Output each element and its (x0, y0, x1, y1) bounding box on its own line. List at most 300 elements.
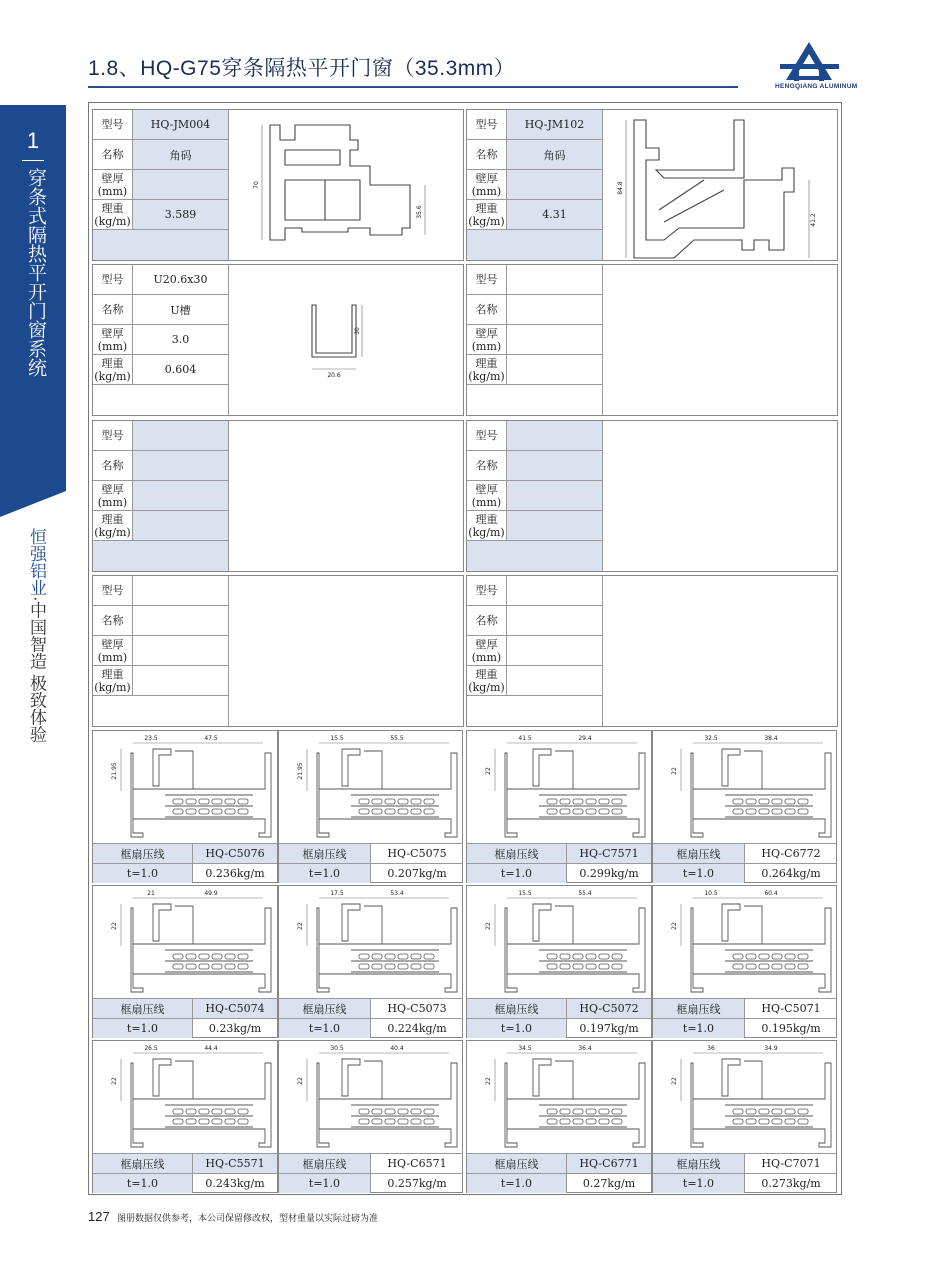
profile-drawing (279, 731, 465, 843)
thermal-strip (612, 809, 622, 814)
corner-key-cavities (285, 150, 360, 220)
dim-width-b: 34.9 (764, 1045, 778, 1052)
profile-name: 框扇压线 (93, 998, 193, 1018)
footer-note: 图册数据仅供参考，本公司保留修改权，型材重量以实际过磅为准 (117, 1213, 379, 1223)
profile-drawing (93, 731, 279, 843)
slogan (20, 528, 46, 742)
profile-weight: 0.299kg/m (567, 863, 651, 883)
profile-code: HQ-C7071 (745, 1153, 837, 1173)
spec-label-model: 型号 (93, 421, 133, 451)
spec-label-model: 型号 (93, 576, 133, 606)
glazing-bead-outline (342, 1059, 382, 1099)
spec-blank-cell (467, 230, 603, 260)
thermal-strip (359, 799, 369, 804)
thermal-strip (798, 964, 808, 969)
corner-key-outline (634, 120, 794, 258)
spec-label-thickness: 壁厚 (mm) (467, 636, 507, 666)
profile-code: HQ-C5073 (371, 998, 463, 1018)
thermal-strip (560, 954, 570, 959)
spec-value-name: 角码 (133, 140, 229, 170)
thermal-strip (424, 799, 434, 804)
spec-value-thickness (133, 481, 229, 511)
thermal-strip (385, 954, 395, 959)
profile-drawing (653, 731, 839, 843)
thermal-strip (359, 1109, 369, 1114)
thermal-strip (772, 1119, 782, 1124)
thermal-strip (798, 799, 808, 804)
glazing-bead-outline (722, 749, 762, 789)
dim-width-a: 21 (147, 890, 155, 897)
spec-value-weight: 4.31 (507, 200, 603, 230)
spec-card (466, 109, 838, 261)
thermal-strip (225, 1109, 235, 1114)
thermal-strip (785, 964, 795, 969)
thermal-strip (798, 1109, 808, 1114)
thermal-strip (173, 1119, 183, 1124)
thermal-strip (411, 809, 421, 814)
dim-label: 20.6 (327, 372, 341, 379)
thermal-strip (586, 799, 596, 804)
profile-tile (652, 730, 837, 883)
dim-height: 22 (297, 1077, 304, 1085)
thermal-strip (238, 964, 248, 969)
thermal-strip (759, 1119, 769, 1124)
profile-drawing (604, 576, 837, 726)
thermal-strip (612, 954, 622, 959)
thermal-strip (411, 1109, 421, 1114)
thermal-strip (385, 1119, 395, 1124)
spec-value-model: HQ-JM004 (133, 110, 229, 140)
glazing-bead-outline (342, 749, 382, 789)
thermal-strip (398, 1109, 408, 1114)
dim-label: 84.8 (617, 181, 624, 195)
thermal-strip (385, 964, 395, 969)
thermal-strip (746, 964, 756, 969)
thermal-strip (398, 809, 408, 814)
spec-label-name: 名称 (93, 140, 133, 170)
profile-tile (92, 885, 278, 1038)
thermal-strip (238, 1109, 248, 1114)
thermal-strip (733, 1119, 743, 1124)
spec-value-weight: 3.589 (133, 200, 229, 230)
thermal-strip (212, 1109, 222, 1114)
dim-label: 70 (253, 181, 260, 189)
thermal-strip (560, 809, 570, 814)
spec-label-model: 型号 (93, 110, 133, 140)
thermal-strip (612, 964, 622, 969)
thermal-strip (573, 1109, 583, 1114)
spec-card (92, 264, 464, 416)
thermal-strip (398, 964, 408, 969)
thermal-strip (785, 1109, 795, 1114)
profile-code: HQ-C5571 (193, 1153, 277, 1173)
profile-code: HQ-C5071 (745, 998, 837, 1018)
thermal-strip (199, 954, 209, 959)
dim-height: 22 (485, 1077, 492, 1085)
spec-value-name (133, 606, 229, 636)
thermal-strip (785, 809, 795, 814)
thermal-strip (173, 1109, 183, 1114)
thermal-strip (599, 809, 609, 814)
spec-label-name: 名称 (467, 140, 507, 170)
thermal-strip (586, 964, 596, 969)
spec-value-weight (133, 511, 229, 541)
spec-label-thickness: 壁厚 (mm) (93, 170, 133, 200)
profile-tile (466, 1040, 652, 1193)
thermal-strip (785, 1119, 795, 1124)
spec-value-weight (507, 511, 603, 541)
spec-label-thickness: 壁厚 (mm) (467, 170, 507, 200)
dim-width-a: 41.5 (518, 735, 532, 742)
spec-blank-cell (93, 385, 229, 415)
thermal-strip (411, 1119, 421, 1124)
thermal-strip (238, 1119, 248, 1124)
dim-width-b: 47.5 (204, 735, 218, 742)
thermal-strip (612, 799, 622, 804)
spec-label-name: 名称 (93, 295, 133, 325)
thermal-strip (547, 1119, 557, 1124)
thermal-strip (225, 809, 235, 814)
thermal-strip (372, 1119, 382, 1124)
thermal-strip (199, 1119, 209, 1124)
thermal-strip (772, 964, 782, 969)
profile-thickness: t=1.0 (279, 1173, 371, 1193)
spec-label-thickness: 壁厚 (mm) (93, 481, 133, 511)
thermal-strip (186, 809, 196, 814)
spec-label-weight: 理重 (kg/m) (93, 200, 133, 230)
profile-code: HQ-C5072 (567, 998, 651, 1018)
spec-value-model (133, 421, 229, 451)
thermal-strip (199, 809, 209, 814)
profile-code: HQ-C6771 (567, 1153, 651, 1173)
thermal-strip (212, 954, 222, 959)
spec-label-name: 名称 (467, 451, 507, 481)
profile-tile (278, 730, 463, 883)
corner-key-outline (270, 125, 410, 240)
spec-value-name (133, 451, 229, 481)
spec-label-weight: 理重 (kg/m) (467, 511, 507, 541)
spec-value-name: U槽 (133, 295, 229, 325)
thermal-strip (560, 1109, 570, 1114)
dim-width-a: 15.5 (518, 890, 532, 897)
spec-blank-cell (93, 230, 229, 260)
profile-weight: 0.23kg/m (193, 1018, 277, 1038)
spec-value-model (133, 576, 229, 606)
thermal-strip (398, 799, 408, 804)
profile-tile (278, 1040, 463, 1193)
thermal-strip (199, 799, 209, 804)
glazing-bead-outline (342, 904, 382, 944)
spec-value-model: U20.6x30 (133, 265, 229, 295)
thermal-strip (238, 954, 248, 959)
thermal-strip (599, 954, 609, 959)
spec-value-weight (133, 666, 229, 696)
thermal-strip (359, 1119, 369, 1124)
thermal-strip (173, 964, 183, 969)
profile-drawing (230, 265, 463, 415)
thermal-strip (586, 1119, 596, 1124)
thermal-strip (186, 1109, 196, 1114)
title-rule (88, 86, 738, 88)
profile-drawing (230, 110, 463, 260)
thermal-strip (599, 1109, 609, 1114)
spec-label-weight: 理重 (kg/m) (467, 355, 507, 385)
spec-blank-cell (467, 696, 603, 726)
glazing-bead-outline (153, 904, 193, 944)
profile-code: HQ-C6772 (745, 843, 837, 863)
dim-height: 22 (111, 1077, 118, 1085)
thermal-strip (359, 954, 369, 959)
spec-value-thickness: 3.0 (133, 325, 229, 355)
spec-value-model (507, 265, 603, 295)
dim-width-b: 36.4 (578, 1045, 592, 1052)
spec-label-name: 名称 (467, 606, 507, 636)
dim-width-b: 55.5 (390, 735, 404, 742)
thermal-strip (759, 954, 769, 959)
spec-value-name (507, 295, 603, 325)
thermal-strip (359, 964, 369, 969)
thermal-strip (424, 1119, 434, 1124)
thermal-strip (424, 964, 434, 969)
dim-height: 22 (671, 1077, 678, 1085)
thermal-strip (772, 1109, 782, 1114)
spec-value-model: HQ-JM102 (507, 110, 603, 140)
profile-thickness: t=1.0 (279, 863, 371, 883)
thermal-strip (186, 799, 196, 804)
spec-blank-cell (467, 541, 603, 571)
thermal-strip (573, 954, 583, 959)
profile-drawing (467, 731, 653, 843)
profile-drawing (604, 265, 837, 415)
profile-drawing (279, 1041, 465, 1153)
chapter-title: 穿条式隔热平开门窗系统 (25, 168, 46, 377)
dim-width-b: 44.4 (204, 1045, 218, 1052)
profile-name: 框扇压线 (653, 998, 745, 1018)
thermal-strip (186, 964, 196, 969)
chapter-rule (22, 160, 44, 161)
glazing-bead-outline (533, 1059, 573, 1099)
spec-value-thickness (507, 481, 603, 511)
thermal-strip (586, 954, 596, 959)
u-channel-outline (312, 305, 356, 357)
thermal-strip (547, 1109, 557, 1114)
profile-drawing (279, 886, 465, 998)
profile-drawing (93, 1041, 279, 1153)
chapter-number: 1 (26, 128, 40, 153)
thermal-strip (612, 1109, 622, 1114)
thermal-strip (599, 964, 609, 969)
thermal-strip (560, 799, 570, 804)
spec-card (92, 109, 464, 261)
profile-name: 框扇压线 (653, 843, 745, 863)
thermal-strip (746, 809, 756, 814)
profile-name: 框扇压线 (653, 1153, 745, 1173)
profile-tile (278, 885, 463, 1038)
spec-value-name: 角码 (507, 140, 603, 170)
spec-value-name (507, 451, 603, 481)
thermal-strip (772, 809, 782, 814)
spec-value-name (507, 606, 603, 636)
thermal-strip (372, 799, 382, 804)
spec-value-weight: 0.604 (133, 355, 229, 385)
thermal-strip (199, 1109, 209, 1114)
thermal-strip (372, 1109, 382, 1114)
thermal-strip (212, 809, 222, 814)
profile-tile (466, 885, 652, 1038)
spec-value-thickness (507, 636, 603, 666)
thermal-strip (372, 964, 382, 969)
dim-label: 41.2 (810, 213, 817, 227)
thermal-strip (733, 954, 743, 959)
thermal-strip (733, 809, 743, 814)
logo-text: HENGQIANG ALUMINUM (775, 83, 858, 90)
thermal-strip (798, 809, 808, 814)
profile-drawing (653, 1041, 839, 1153)
dim-height: 22 (297, 922, 304, 930)
spec-value-model (507, 421, 603, 451)
glazing-bead-outline (153, 749, 193, 789)
profile-code: HQ-C5075 (371, 843, 463, 863)
spec-card (466, 420, 838, 572)
spec-blank-cell (93, 696, 229, 726)
dim-width-b: 38.4 (764, 735, 778, 742)
thermal-strip (772, 799, 782, 804)
spec-value-model (507, 576, 603, 606)
profile-thickness: t=1.0 (653, 1173, 745, 1193)
thermal-strip (547, 964, 557, 969)
profile-thickness: t=1.0 (93, 863, 193, 883)
spec-label-model: 型号 (93, 265, 133, 295)
profile-name: 框扇压线 (93, 843, 193, 863)
spec-value-thickness (133, 170, 229, 200)
dim-width-b: 29.4 (578, 735, 592, 742)
thermal-strip (733, 799, 743, 804)
profile-name: 框扇压线 (279, 998, 371, 1018)
page-title: 1.8、HQ-G75穿条隔热平开门窗（35.3mm） (88, 57, 516, 80)
dim-width-a: 23.5 (144, 735, 158, 742)
thermal-strip (733, 964, 743, 969)
spec-label-thickness: 壁厚 (mm) (93, 636, 133, 666)
dim-width-a: 17.5 (330, 890, 344, 897)
thermal-strip (359, 809, 369, 814)
dim-height: 22 (111, 922, 118, 930)
thermal-strip (225, 954, 235, 959)
thermal-strip (560, 1119, 570, 1124)
thermal-strip (746, 1109, 756, 1114)
profile-drawing (230, 421, 463, 571)
spec-label-weight: 理重 (kg/m) (93, 355, 133, 385)
profile-code: HQ-C5076 (193, 843, 277, 863)
slogan-motto: 中国智造 极致体验 (27, 601, 46, 743)
profile-thickness: t=1.0 (653, 1018, 745, 1038)
thermal-strip (186, 1119, 196, 1124)
thermal-strip (411, 964, 421, 969)
profile-name: 框扇压线 (467, 843, 567, 863)
thermal-strip (785, 799, 795, 804)
dim-width-a: 26.5 (144, 1045, 158, 1052)
profile-weight: 0.273kg/m (745, 1173, 837, 1193)
spec-label-name: 名称 (93, 606, 133, 636)
profile-weight: 0.195kg/m (745, 1018, 837, 1038)
glazing-bead-outline (722, 904, 762, 944)
profile-code: HQ-C7571 (567, 843, 651, 863)
dim-label: 35.6 (416, 205, 423, 219)
profile-name: 框扇压线 (93, 1153, 193, 1173)
profile-name: 框扇压线 (467, 998, 567, 1018)
thermal-strip (586, 1109, 596, 1114)
thermal-strip (238, 799, 248, 804)
spec-blank-cell (93, 541, 229, 571)
profile-weight: 0.197kg/m (567, 1018, 651, 1038)
profile-name: 框扇压线 (467, 1153, 567, 1173)
dim-width-a: 34.5 (518, 1045, 532, 1052)
profile-drawing (93, 886, 279, 998)
glazing-bead-outline (533, 904, 573, 944)
thermal-strip (173, 954, 183, 959)
spec-label-model: 型号 (467, 576, 507, 606)
thermal-strip (212, 964, 222, 969)
profile-tile (92, 730, 278, 883)
dim-width-a: 10.5 (704, 890, 718, 897)
dim-width-b: 60.4 (764, 890, 778, 897)
glazing-bead-outline (533, 749, 573, 789)
thermal-strip (411, 954, 421, 959)
spec-value-thickness (133, 636, 229, 666)
thermal-strip (547, 954, 557, 959)
spec-label-weight: 理重 (kg/m) (93, 511, 133, 541)
thermal-strip (785, 954, 795, 959)
dim-height: 22 (671, 922, 678, 930)
spec-label-thickness: 壁厚 (mm) (467, 481, 507, 511)
spec-label-model: 型号 (467, 265, 507, 295)
dim-width-a: 30.5 (330, 1045, 344, 1052)
dim-width-b: 53.4 (390, 890, 404, 897)
thermal-strip (547, 809, 557, 814)
thermal-strip (424, 954, 434, 959)
dim-height: 21.95 (111, 762, 118, 780)
thermal-strip (173, 799, 183, 804)
thermal-strip (547, 799, 557, 804)
thermal-strip (385, 1109, 395, 1114)
thermal-strip (372, 954, 382, 959)
profile-drawing (230, 576, 463, 726)
thermal-strip (746, 799, 756, 804)
thermal-strip (212, 799, 222, 804)
thermal-strip (573, 1119, 583, 1124)
thermal-strip (798, 954, 808, 959)
profile-thickness: t=1.0 (93, 1018, 193, 1038)
dim-width-b: 40.4 (390, 1045, 404, 1052)
spec-card (466, 264, 838, 416)
footer (88, 1209, 378, 1224)
profile-tile (652, 885, 837, 1038)
dim-width-a: 15.5 (330, 735, 344, 742)
thermal-strip (212, 1119, 222, 1124)
profile-name: 框扇压线 (279, 1153, 371, 1173)
profile-drawing (604, 110, 837, 260)
spec-value-thickness (507, 170, 603, 200)
thermal-strip (759, 799, 769, 804)
dim-height: 22 (485, 767, 492, 775)
profile-drawing (467, 1041, 653, 1153)
slogan-brand: 恒强铝业 (27, 528, 46, 596)
thermal-strip (772, 954, 782, 959)
spec-card (92, 575, 464, 727)
glazing-bead-outline (722, 1059, 762, 1099)
thermal-strip (372, 809, 382, 814)
profile-weight: 0.236kg/m (193, 863, 277, 883)
thermal-strip (238, 809, 248, 814)
